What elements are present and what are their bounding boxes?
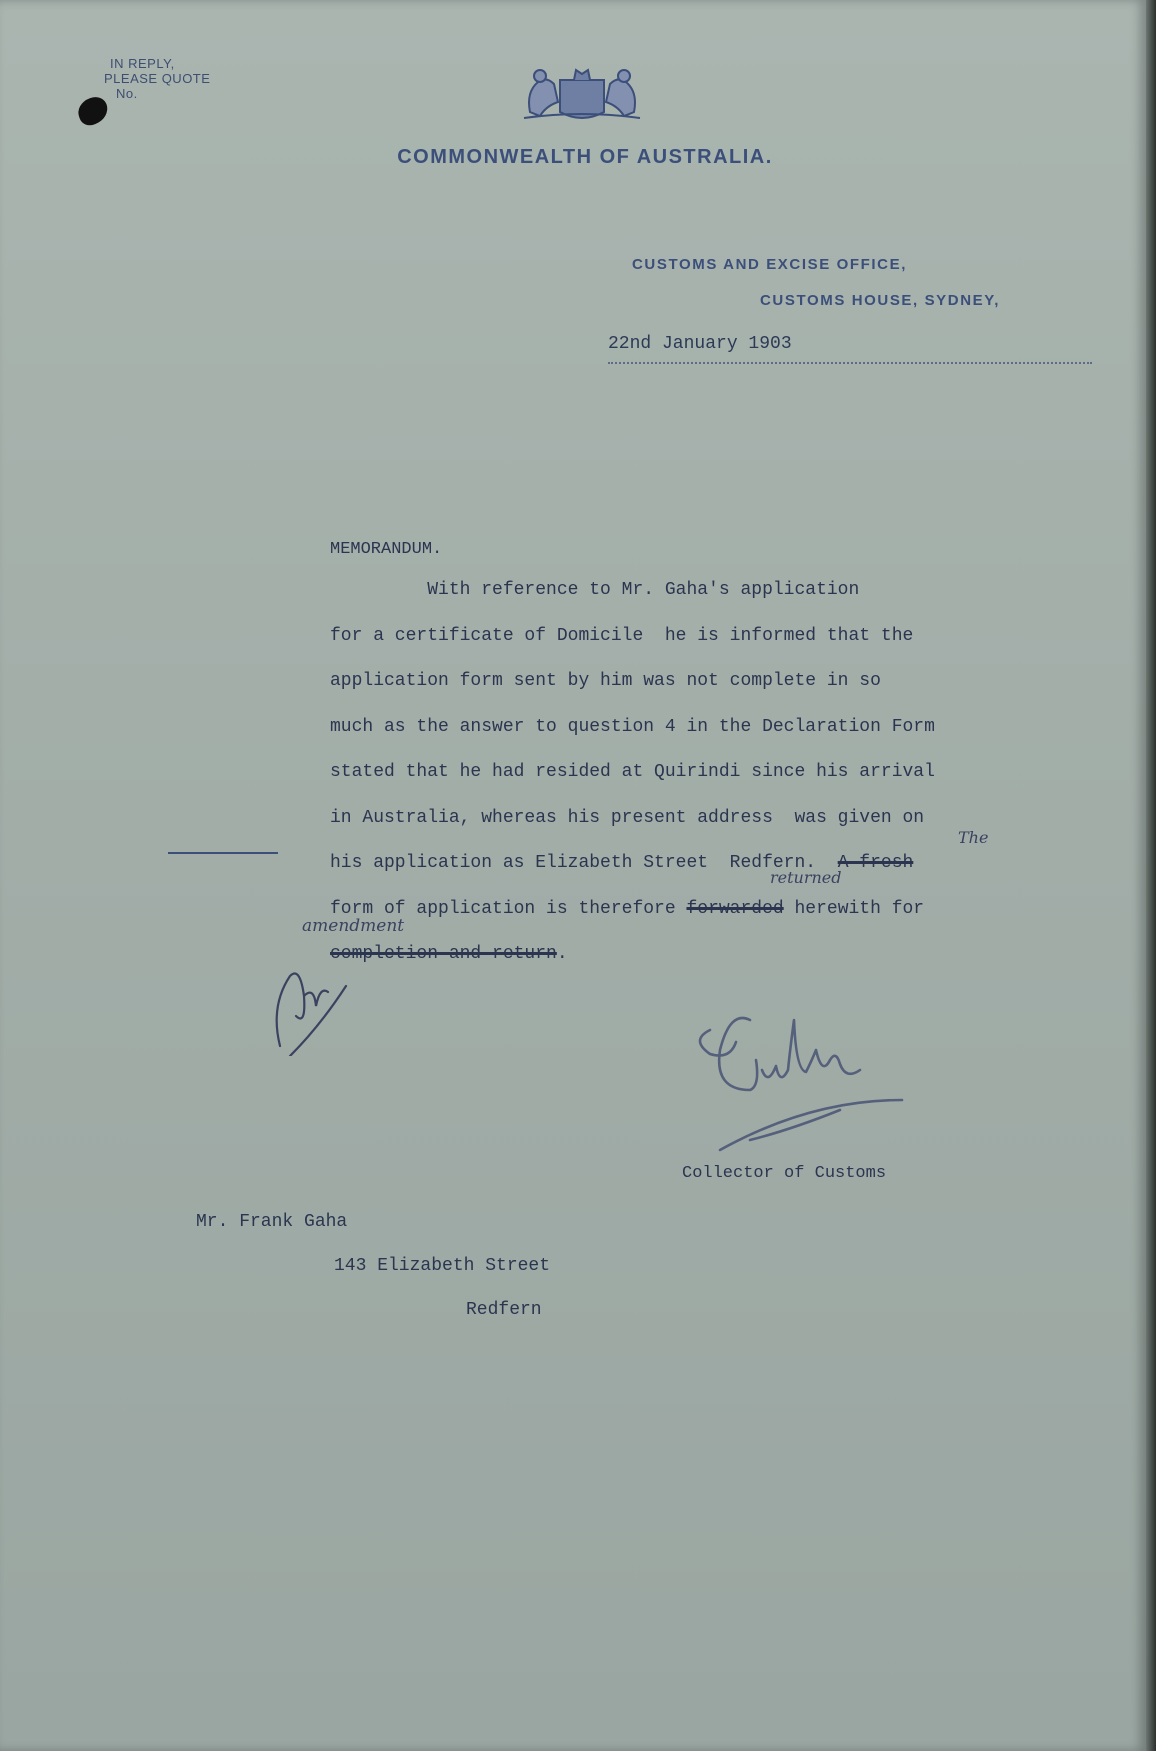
handwritten-returned: returned xyxy=(770,868,842,887)
coat-of-arms-icon xyxy=(516,62,648,122)
paper-edge-shadow xyxy=(1146,0,1156,1751)
memo-line-7 xyxy=(330,841,1120,887)
memo-line-8 xyxy=(330,887,1120,933)
handwritten-the: The xyxy=(958,828,989,847)
recipient-suburb: Redfern xyxy=(466,1300,542,1320)
reply-line-3: No. xyxy=(116,86,138,101)
memo-line-2: for a certificate of Domicile he is informed that the xyxy=(330,625,914,646)
struck-a-fresh: A fresh xyxy=(837,853,914,873)
memo-line-5: stated that he had resided at Quirindi since his arrival xyxy=(330,762,935,782)
letter-date: 22nd January 1903 xyxy=(608,334,792,354)
reply-line-2: PLEASE QUOTE xyxy=(104,71,211,86)
reply-reference-note xyxy=(104,56,210,101)
recipient-name: Mr. Frank Gaha xyxy=(196,1212,348,1232)
memo-line-4: much as the answer to question 4 in the Declaration Form xyxy=(330,716,935,737)
recipient-street: 143 Elizabeth Street xyxy=(334,1256,551,1276)
office-address: CUSTOMS HOUSE, SYDNEY, xyxy=(760,292,1000,309)
commonwealth-heading: COMMONWEALTH OF AUSTRALIA. xyxy=(397,146,773,168)
margin-rule-line xyxy=(168,852,278,854)
collector-title: Collector of Customs xyxy=(682,1164,887,1183)
memo-line-8-text: form of application is therefore xyxy=(330,898,687,919)
memo-line-9-end: . xyxy=(556,944,568,964)
memo-body xyxy=(330,568,1120,978)
date-dotted-line xyxy=(608,362,1092,364)
struck-forwarded: forwarded xyxy=(686,898,784,919)
collector-signature xyxy=(690,990,920,1160)
memo-line-9 xyxy=(330,932,1120,978)
memo-line-7-text: his application as Elizabeth Street Redfern. xyxy=(330,853,838,873)
memo-line-8-end: herewith for xyxy=(783,898,925,919)
reply-line-1: IN REPLY, xyxy=(110,56,175,71)
memo-line-1: With reference to Mr. Gaha's application xyxy=(330,580,860,600)
memo-line-6: in Australia, whereas his present address was given on xyxy=(330,807,925,828)
handwritten-amendment: amendment xyxy=(302,916,405,936)
handwritten-initials xyxy=(270,956,360,1056)
struck-completion: completion and return xyxy=(330,944,557,964)
memo-line-3: application form sent by him was not complete in so xyxy=(330,671,881,691)
memorandum-heading: MEMORANDUM. xyxy=(330,540,443,559)
office-name: CUSTOMS AND EXCISE OFFICE, xyxy=(632,256,907,273)
